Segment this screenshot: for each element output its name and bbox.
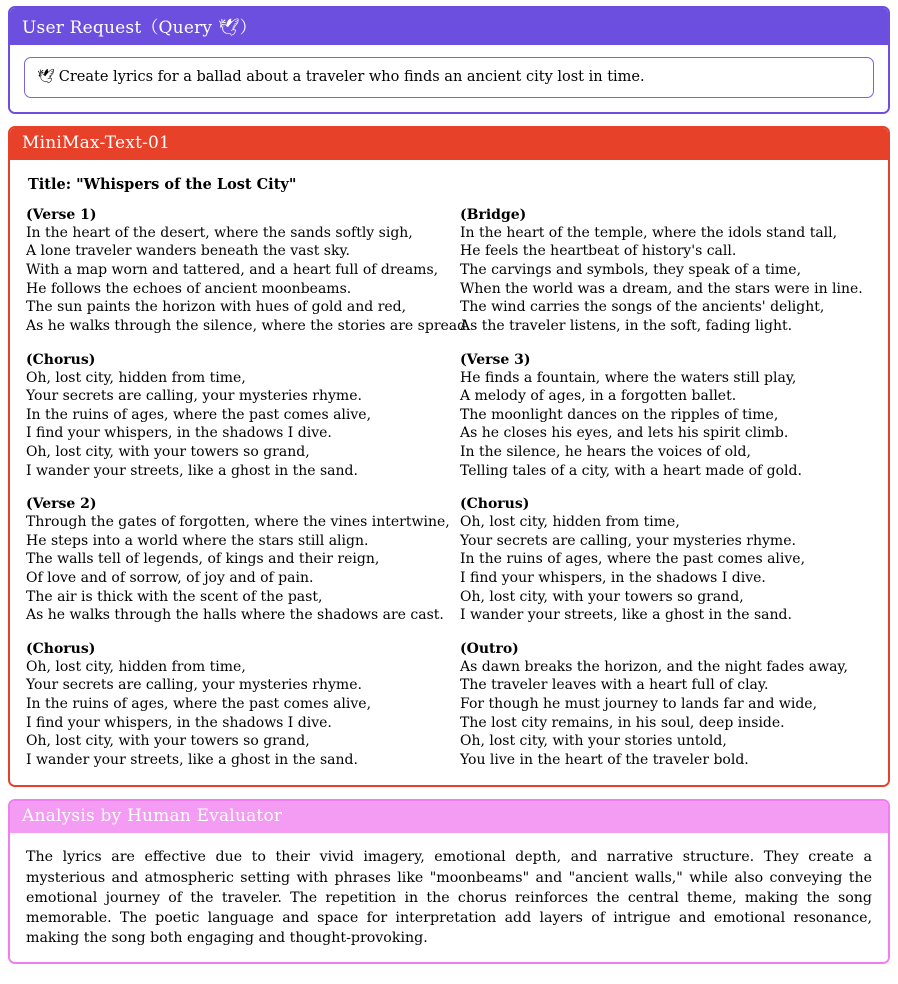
lyrics-line: The sun paints the horizon with hues of gold and red, — [26, 299, 407, 316]
lyrics-line: The moonlight dances on the ripples of time, — [460, 406, 779, 423]
lyrics-line: I wander your streets, like a ghost in the sand. — [26, 462, 358, 479]
user-request-header: User Request（Query 🕊） — [10, 8, 888, 45]
lyrics-line: I find your whispers, in the shadows I dive. — [26, 714, 332, 731]
lyrics-line: You live in the heart of the traveler bold. — [460, 751, 749, 768]
lyrics-line: The carvings and symbols, they speak of a time, — [460, 262, 802, 279]
lyrics-line: The lost city remains, in his soul, deep inside. — [460, 714, 785, 731]
lyrics-line: He steps into a world where the stars still align. — [26, 532, 369, 549]
lyrics-line: Oh, lost city, with your towers so grand, — [26, 733, 310, 750]
user-request-body — [10, 45, 888, 112]
lyrics-line: With a map worn and tattered, and a heart full of dreams, — [26, 262, 439, 279]
lyrics-line: Of love and of sorrow, of joy and of pain. — [26, 569, 314, 586]
lyrics-line: In the heart of the temple, where the idols stand tall, — [460, 224, 838, 241]
lyrics-line: Your secrets are calling, your mysteries rhyme. — [460, 532, 796, 549]
lyrics-line: Oh, lost city, hidden from time, — [26, 369, 246, 386]
lyrics-line: I find your whispers, in the shadows I dive. — [26, 425, 332, 442]
lyrics-section-label: (Verse 1) — [26, 206, 97, 223]
lyrics-line: I wander your streets, like a ghost in the sand. — [26, 751, 358, 768]
lyrics-line: For though he must journey to lands far and wide, — [460, 696, 818, 713]
analysis-panel — [8, 799, 890, 964]
lyrics-line: A melody of ages, in a forgotten ballet. — [460, 388, 737, 405]
lyrics-section — [460, 207, 872, 336]
lyrics-line: The walls tell of legends, of kings and their reign, — [26, 551, 380, 568]
lyrics-title: Title: "Whispers of the Lost City" — [28, 175, 297, 193]
lyrics-left-column — [26, 206, 471, 770]
analysis-header: Analysis by Human Evaluator — [10, 801, 888, 833]
lyrics-line: I find your whispers, in the shadows I dive. — [460, 569, 766, 586]
lyrics-section — [460, 352, 872, 481]
lyrics-line: A lone traveler wanders beneath the vast sky. — [26, 243, 350, 260]
lyrics-right-column — [460, 207, 872, 770]
lyrics-line: He feels the heartbeat of history's call. — [460, 243, 737, 260]
lyrics-line: Your secrets are calling, your mysteries rhyme. — [26, 677, 362, 694]
lyrics-line: Through the gates of forgotten, where the vines intertwine, — [26, 514, 450, 531]
model-name-header: MiniMax-Text-01 — [10, 128, 888, 160]
lyrics-line: He follows the echoes of ancient moonbeams. — [26, 280, 352, 297]
lyrics-line: I wander your streets, like a ghost in the sand. — [460, 607, 792, 624]
lyrics-section — [460, 496, 872, 625]
lyrics-line: Oh, lost city, with your towers so grand, — [460, 588, 744, 605]
lyrics-line: Oh, lost city, with your towers so grand, — [26, 443, 310, 460]
lyrics-section — [26, 496, 450, 625]
lyrics-line: In the ruins of ages, where the past comes alive, — [26, 696, 372, 713]
lyrics-section-label: (Outro) — [460, 640, 519, 657]
lyrics-line: He finds a fountain, where the waters still play, — [460, 369, 797, 386]
lyrics-line: The traveler leaves with a heart full of clay. — [460, 677, 769, 694]
lyrics-columns — [26, 207, 872, 770]
lyrics-section — [460, 641, 872, 770]
lyrics-section-label: (Chorus) — [26, 351, 96, 368]
lyrics-line: In the ruins of ages, where the past comes alive, — [26, 406, 372, 423]
lyrics-line: In the ruins of ages, where the past comes alive, — [460, 551, 806, 568]
lyrics-section — [26, 352, 438, 481]
lyrics-section-label: (Bridge) — [460, 206, 527, 223]
lyrics-section — [26, 206, 471, 336]
lyrics-line: When the world was a dream, and the stars were in line. — [460, 280, 863, 297]
bird-icon: 🕊 — [37, 69, 55, 85]
lyrics-line: As dawn breaks the horizon, and the night fades away, — [460, 658, 848, 675]
lyrics-line: In the heart of the desert, where the sands softly sigh, — [26, 224, 413, 241]
lyrics-line: As he walks through the halls where the shadows are cast. — [26, 607, 444, 624]
lyrics-line: As the traveler listens, in the soft, fading light. — [460, 317, 793, 334]
lyrics-line: Oh, lost city, with your stories untold, — [460, 733, 727, 750]
analysis-body — [10, 833, 888, 962]
lyrics-section-label: (Verse 2) — [26, 496, 97, 513]
query-text-box — [24, 57, 874, 98]
lyrics-line: The wind carries the songs of the ancients' delight, — [460, 299, 825, 316]
lyrics-section-label: (Chorus) — [26, 640, 96, 657]
lyrics-line: Telling tales of a city, with a heart made of gold. — [460, 462, 802, 479]
lyrics-line: The air is thick with the scent of the past, — [26, 588, 323, 605]
lyrics-line: Oh, lost city, hidden from time, — [26, 658, 246, 675]
lyrics-line: In the silence, he hears the voices of old, — [460, 443, 751, 460]
lyrics-section — [26, 641, 438, 770]
lyrics-line: Oh, lost city, hidden from time, — [460, 514, 680, 531]
user-request-panel — [8, 6, 890, 114]
lyrics-line: As he walks through the silence, where the stories are spread. — [26, 317, 471, 334]
lyrics-line: As he closes his eyes, and lets his spirit climb. — [460, 425, 789, 442]
query-text: Create lyrics for a ballad about a traveler who finds an ancient city lost in time. — [58, 69, 645, 85]
lyrics-line: Your secrets are calling, your mysteries rhyme. — [26, 388, 362, 405]
model-response-body — [10, 160, 888, 786]
lyrics-section-label: (Verse 3) — [460, 351, 531, 368]
analysis-text: The lyrics are effective due to their vivid imagery, emotional depth, and narrative structure. They create a mysterious and atmospheric setting with phrases like "moonbeams" and "ancient walls," while also conveying the emotional journey of the traveler. The repetition in the chorus reinforces the central theme, making the song memorable. The poetic language and space for interpretation add layers of intrigue and emotional resonance, making the song both engaging and thought-provoking. — [26, 849, 872, 947]
model-response-panel — [8, 126, 890, 788]
lyrics-section-label: (Chorus) — [460, 496, 530, 513]
